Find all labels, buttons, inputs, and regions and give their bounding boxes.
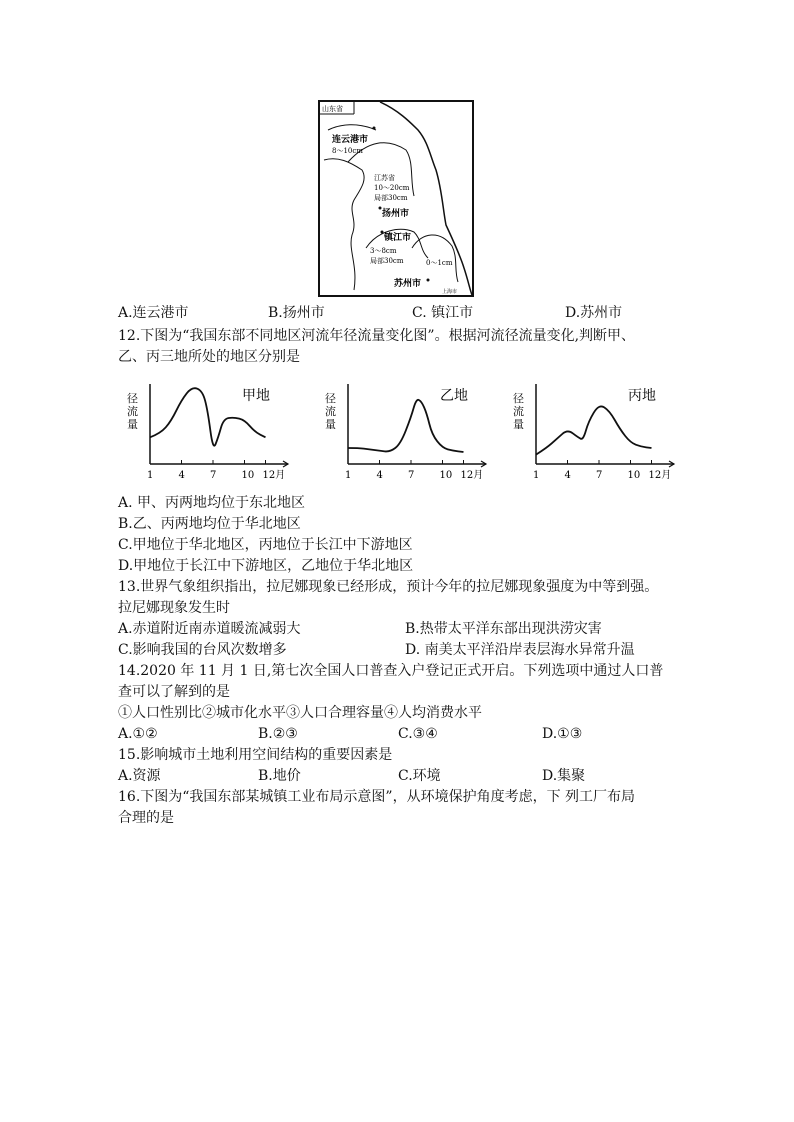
map-label-jiangsu-range: 10～20cm [374, 184, 410, 192]
q15-option-a[interactable]: A.资源 [118, 768, 161, 784]
q11-option-b[interactable]: B.扬州市 [268, 305, 325, 321]
q14-option-d[interactable]: D.①③ [542, 726, 583, 742]
runoff-chart-jia [124, 378, 294, 482]
q16-stem-line2: 合理的是 [118, 810, 174, 826]
x-tick-label: 10 [627, 470, 641, 481]
q13-option-b[interactable]: B.热带太平洋东部出现洪涝灾害 [405, 621, 602, 637]
map-label-shandong: 山东省 [322, 105, 343, 113]
x-tick-label: 12月 [262, 470, 286, 481]
y-axis-label-char: 量 [325, 418, 336, 431]
y-axis-label-char: 流 [127, 405, 138, 418]
q15-stem: 15.影响城市土地利用空间结构的重要因素是 [118, 747, 393, 763]
q14-stem-line2: 查可以了解到的是 [118, 684, 230, 700]
runoff-line [348, 400, 464, 452]
y-axis-label-char: 流 [325, 405, 336, 418]
y-axis-label-char: 量 [127, 418, 138, 431]
q11-option-d[interactable]: D.苏州市 [565, 305, 623, 321]
x-tick-label: 12月 [648, 470, 672, 481]
map-label-shanghai: 上海市 [442, 289, 458, 295]
x-tick-label: 10 [439, 470, 453, 481]
y-axis-label-char: 量 [513, 418, 524, 431]
x-tick-label: 1 [533, 470, 540, 481]
q11-option-c[interactable]: C. 镇江市 [412, 305, 474, 321]
q15-option-d[interactable]: D.集聚 [542, 768, 586, 784]
jiangsu-map [318, 100, 474, 297]
q12-stem-line2: 乙、丙三地所处的地区分别是 [118, 349, 300, 365]
q16-stem-line1: 16.下图为“我国东部某城镇工业布局示意图”，从环境保护角度考虑，下 列工厂布局 [118, 789, 636, 805]
x-tick-label: 7 [408, 470, 415, 481]
q13-stem-line1: 13.世界气象组织指出，拉尼娜现象已经形成，预计今年的拉尼娜现象强度为中等到强。 [118, 579, 659, 595]
runoff-chart-yi [322, 378, 492, 482]
x-tick-label: 4 [376, 470, 383, 481]
q13-option-c[interactable]: C.影响我国的台风次数增多 [118, 642, 287, 658]
q14-option-c[interactable]: C.③④ [398, 726, 438, 742]
q14-option-b[interactable]: B.②③ [258, 726, 298, 742]
q12-option-a[interactable]: A. 甲、丙两地均位于东北地区 [118, 495, 306, 511]
chart-title: 丙地 [628, 388, 656, 404]
q13-option-d[interactable]: D. 南美太平洋沿岸表层海水异常升温 [405, 642, 635, 658]
x-tick-label: 12月 [460, 470, 484, 481]
map-label-lianyungang: 连云港市 [332, 135, 369, 145]
map-label-zhenjiang-local: 局部30cm [370, 257, 404, 265]
x-tick-label: 1 [147, 470, 154, 481]
map-label-suzhou-range: 0～1cm [426, 259, 453, 267]
map-label-suzhou: 苏州市 [394, 279, 422, 289]
y-axis-label-char: 流 [513, 405, 524, 418]
q13-option-a[interactable]: A.赤道附近南赤道暖流减弱大 [118, 621, 301, 637]
chart-title: 甲地 [242, 388, 270, 404]
map-label-jiangsu: 江苏省 [374, 174, 395, 182]
q15-option-c[interactable]: C.环境 [398, 768, 441, 784]
map-label-zhenjiang-range: 3～8cm [370, 247, 397, 255]
map-label-yangzhou: 扬州市 [382, 209, 410, 219]
q14-items: ①人口性别比②城市化水平③人口合理容量④人均消费水平 [118, 705, 482, 721]
map-label-jiangsu-local: 局部30cm [374, 194, 408, 202]
map-label-zhenjiang: 镇江市 [384, 233, 412, 243]
y-axis-label-char: 径 [513, 392, 524, 405]
x-tick-label: 4 [564, 470, 571, 481]
y-axis-label-char: 径 [325, 392, 336, 405]
x-tick-label: 4 [178, 470, 185, 481]
q11-option-a[interactable]: A.连云港市 [118, 305, 189, 321]
chart-title: 乙地 [440, 388, 468, 404]
x-tick-label: 7 [210, 470, 217, 481]
y-axis-label-char: 径 [127, 392, 138, 405]
q15-option-b[interactable]: B.地价 [258, 768, 301, 784]
q13-stem-line2: 拉尼娜现象发生时 [118, 600, 230, 616]
q14-stem-line1: 14.2020 年 11 月 1 日,第七次全国人口普查入户登记正式开启。下列选项中通过人口普 [118, 663, 664, 679]
x-tick-label: 7 [596, 470, 603, 481]
q12-option-b[interactable]: B.乙、丙两地均位于华北地区 [118, 516, 301, 532]
q12-stem-line1: 12.下图为“我国东部不同地区河流年径流量变化图”。根据河流径流量变化,判断甲、 [118, 328, 636, 344]
runoff-chart-bing [510, 378, 680, 482]
map-label-lianyungang-range: 8～10cm [332, 147, 363, 155]
q12-option-d[interactable]: D.甲地位于长江中下游地区，乙地位于华北地区 [118, 558, 414, 574]
runoff-line [536, 406, 652, 454]
x-tick-label: 1 [345, 470, 352, 481]
q14-option-a[interactable]: A.①② [118, 726, 158, 742]
q12-option-c[interactable]: C.甲地位于华北地区，丙地位于长江中下游地区 [118, 537, 413, 553]
x-tick-label: 10 [241, 470, 255, 481]
